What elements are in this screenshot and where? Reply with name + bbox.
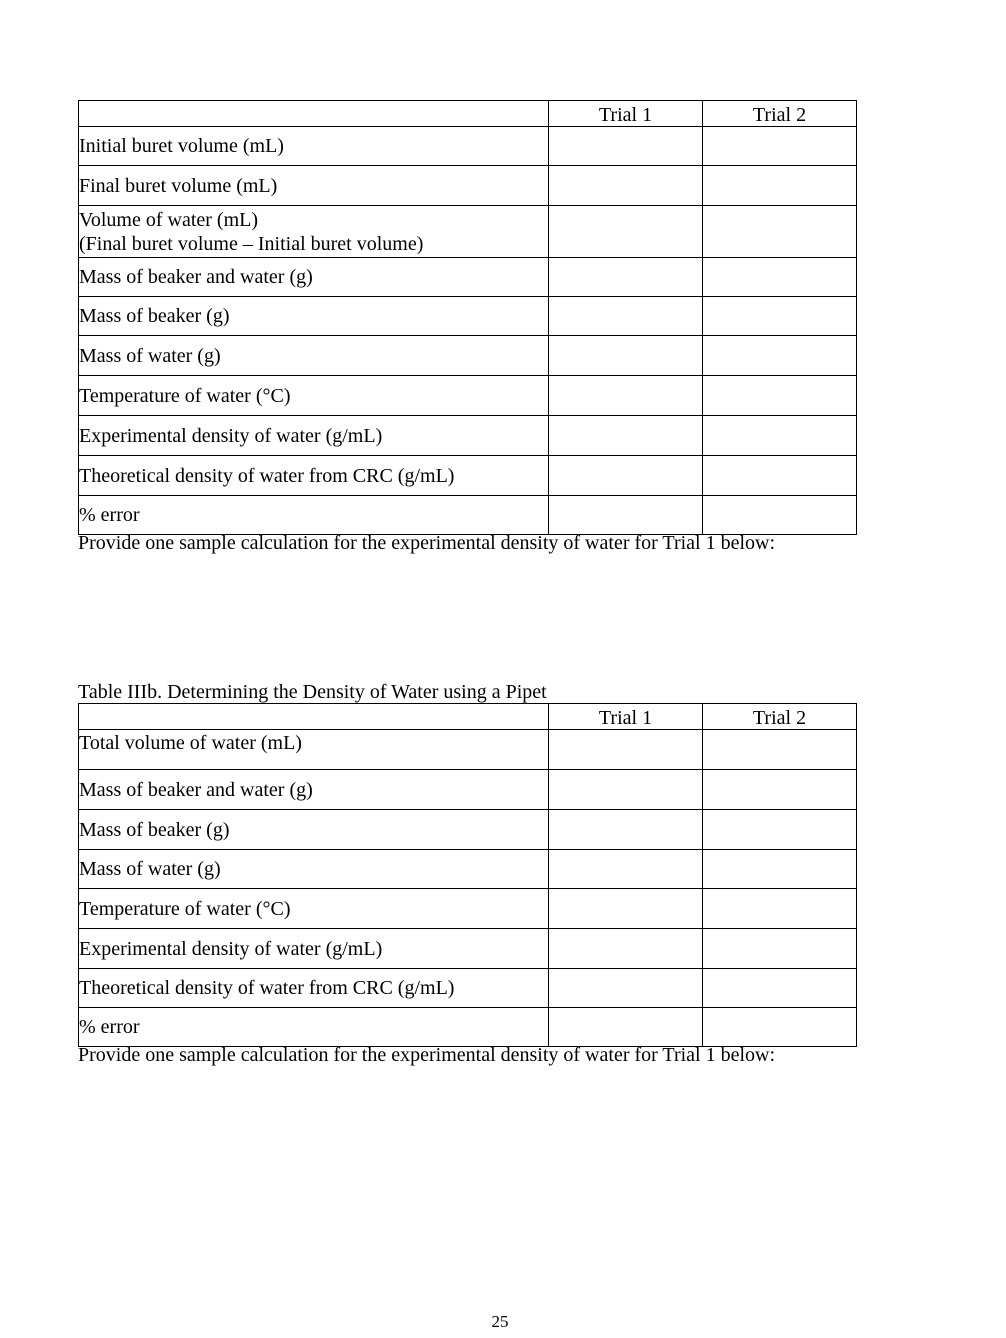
trial-1-cell[interactable] — [549, 258, 703, 297]
row-label: Final buret volume (mL) — [79, 166, 549, 206]
trial-1-cell[interactable] — [549, 889, 703, 929]
trial-2-cell[interactable] — [703, 496, 857, 535]
trial-2-cell[interactable] — [703, 770, 857, 810]
table-row — [79, 258, 857, 297]
table-row — [79, 770, 857, 810]
trial-2-cell[interactable] — [703, 258, 857, 297]
row-label: Temperature of water (°C) — [79, 376, 549, 416]
trial-2-cell[interactable] — [703, 127, 857, 166]
row-label: Initial buret volume (mL) — [79, 127, 549, 166]
table-row — [79, 416, 857, 456]
table-row — [79, 850, 857, 889]
trial-2-cell[interactable] — [703, 1008, 857, 1047]
row-label: % error — [79, 1008, 549, 1047]
table-row — [79, 166, 857, 206]
row-label: Experimental density of water (g/mL) — [79, 929, 549, 969]
header-trial-1: Trial 1 — [549, 101, 703, 127]
trial-1-cell[interactable] — [549, 206, 703, 258]
table-caption: Table IIIb. Determining the Density of Water using a Pipet — [78, 681, 547, 703]
header-empty-cell — [79, 101, 549, 127]
table-row — [79, 1008, 857, 1047]
row-label: Theoretical density of water from CRC (g/mL) — [79, 969, 549, 1008]
table-row — [79, 206, 857, 258]
row-label: Theoretical density of water from CRC (g/mL) — [79, 456, 549, 496]
row-label: Mass of beaker and water (g) — [79, 770, 549, 810]
trial-2-cell[interactable] — [703, 416, 857, 456]
trial-2-cell[interactable] — [703, 889, 857, 929]
header-trial-2: Trial 2 — [703, 101, 857, 127]
trial-1-cell[interactable] — [549, 376, 703, 416]
trial-2-cell[interactable] — [703, 206, 857, 258]
trial-2-cell[interactable] — [703, 810, 857, 850]
table-header-row — [79, 704, 857, 730]
trial-2-cell[interactable] — [703, 850, 857, 889]
table-row — [79, 730, 857, 770]
row-label: Mass of water (g) — [79, 336, 549, 376]
header-trial-2: Trial 2 — [703, 704, 857, 730]
buret-density-table — [78, 100, 857, 535]
table-row — [79, 297, 857, 336]
table-row — [79, 376, 857, 416]
table-row — [79, 929, 857, 969]
trial-2-cell[interactable] — [703, 969, 857, 1008]
table-row — [79, 969, 857, 1008]
trial-1-cell[interactable] — [549, 850, 703, 889]
row-label: Mass of beaker (g) — [79, 810, 549, 850]
trial-2-cell[interactable] — [703, 297, 857, 336]
row-label: Experimental density of water (g/mL) — [79, 416, 549, 456]
pipet-density-table — [78, 703, 857, 1047]
trial-1-cell[interactable] — [549, 730, 703, 770]
row-label-line-1: Volume of water (mL) — [79, 208, 259, 231]
trial-1-cell[interactable] — [549, 336, 703, 376]
header-trial-1: Trial 1 — [549, 704, 703, 730]
trial-2-cell[interactable] — [703, 456, 857, 496]
table-header-row — [79, 101, 857, 127]
trial-1-cell[interactable] — [549, 770, 703, 810]
table-row — [79, 127, 857, 166]
trial-1-cell[interactable] — [549, 297, 703, 336]
table-row — [79, 456, 857, 496]
row-label: Mass of beaker and water (g) — [79, 258, 549, 297]
trial-1-cell[interactable] — [549, 929, 703, 969]
row-label: Temperature of water (°C) — [79, 889, 549, 929]
row-label: Total volume of water (mL) — [79, 730, 549, 770]
trial-1-cell[interactable] — [549, 810, 703, 850]
trial-2-cell[interactable] — [703, 730, 857, 770]
sample-calculation-prompt: Provide one sample calculation for the experimental density of water for Trial 1 below: — [78, 532, 776, 554]
trial-2-cell[interactable] — [703, 336, 857, 376]
table-row — [79, 336, 857, 376]
sample-calculation-prompt: Provide one sample calculation for the experimental density of water for Trial 1 below: — [78, 1044, 776, 1066]
trial-1-cell[interactable] — [549, 416, 703, 456]
row-label-line-2: (Final buret volume – Initial buret volume) — [79, 232, 424, 255]
row-label — [79, 206, 549, 258]
page-number: 25 — [491, 1312, 509, 1331]
trial-2-cell[interactable] — [703, 929, 857, 969]
row-label: Mass of water (g) — [79, 850, 549, 889]
trial-2-cell[interactable] — [703, 166, 857, 206]
trial-2-cell[interactable] — [703, 376, 857, 416]
table-row — [79, 889, 857, 929]
trial-1-cell[interactable] — [549, 456, 703, 496]
header-empty-cell — [79, 704, 549, 730]
row-label: Mass of beaker (g) — [79, 297, 549, 336]
trial-1-cell[interactable] — [549, 969, 703, 1008]
row-label: % error — [79, 496, 549, 535]
table-row — [79, 810, 857, 850]
trial-1-cell[interactable] — [549, 127, 703, 166]
trial-1-cell[interactable] — [549, 1008, 703, 1047]
trial-1-cell[interactable] — [549, 166, 703, 206]
table-row — [79, 496, 857, 535]
trial-1-cell[interactable] — [549, 496, 703, 535]
